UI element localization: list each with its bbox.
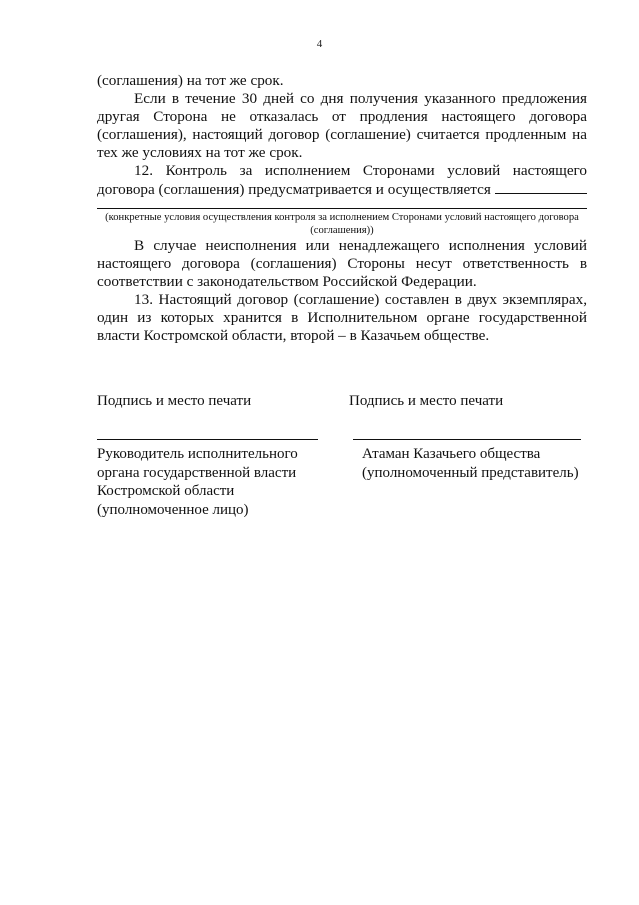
right-signature-label: Подпись и место печати — [349, 393, 504, 409]
paragraph-13: 13. Настоящий договор (соглашение) составлен в двух экземплярах, один из которых хранится в Исполнительном органе государственной власти Костромской области, второй – в Казачьем обществе. — [97, 291, 587, 344]
paragraph-12 — [97, 162, 587, 199]
control-conditions-blank — [495, 180, 587, 194]
left-role-line: Руководитель исполнительного — [97, 446, 298, 462]
left-signature-line — [97, 439, 318, 440]
left-signature-label: Подпись и место печати — [97, 393, 252, 409]
control-conditions-rule — [97, 199, 587, 209]
right-signature-line — [353, 439, 581, 440]
right-role-line: Атаман Казачьего общества — [362, 446, 541, 462]
left-role-line: Костромской области — [97, 483, 235, 499]
paragraph-continuation: (соглашения) на тот же срок. — [97, 72, 284, 89]
page-number: 4 — [316, 38, 323, 50]
left-role-line: органа государственной власти — [97, 464, 297, 481]
paragraph-12-text: 12. Контроль за исполнением Сторонами условий настоящего договора (соглашения) предусматривается и осуществляется — [97, 162, 587, 198]
left-role-line: (уполномоченное лицо) — [97, 501, 249, 518]
right-role-line: (уполномоченный представитель) — [362, 464, 579, 481]
right-signatory-role — [362, 445, 579, 482]
document-body — [97, 72, 587, 345]
control-conditions-caption: (конкретные условия осуществления контроля за исполнением Сторонами условий настоящего договора (соглашения)) — [105, 212, 579, 236]
paragraph-extension: Если в течение 30 дней со дня получения указанного предложения другая Сторона не отказалась от продления настоящего договора (соглашения), настоящий договор (соглашение) считается продленным на тех же условиях на тот же срок. — [97, 90, 587, 161]
left-signatory-role — [97, 445, 298, 519]
paragraph-liability: В случае неисполнения или ненадлежащего исполнения условий настоящего договора (соглашения) Стороны несут ответственность в соответствии с законодательством Российской Федерации. — [97, 237, 587, 290]
